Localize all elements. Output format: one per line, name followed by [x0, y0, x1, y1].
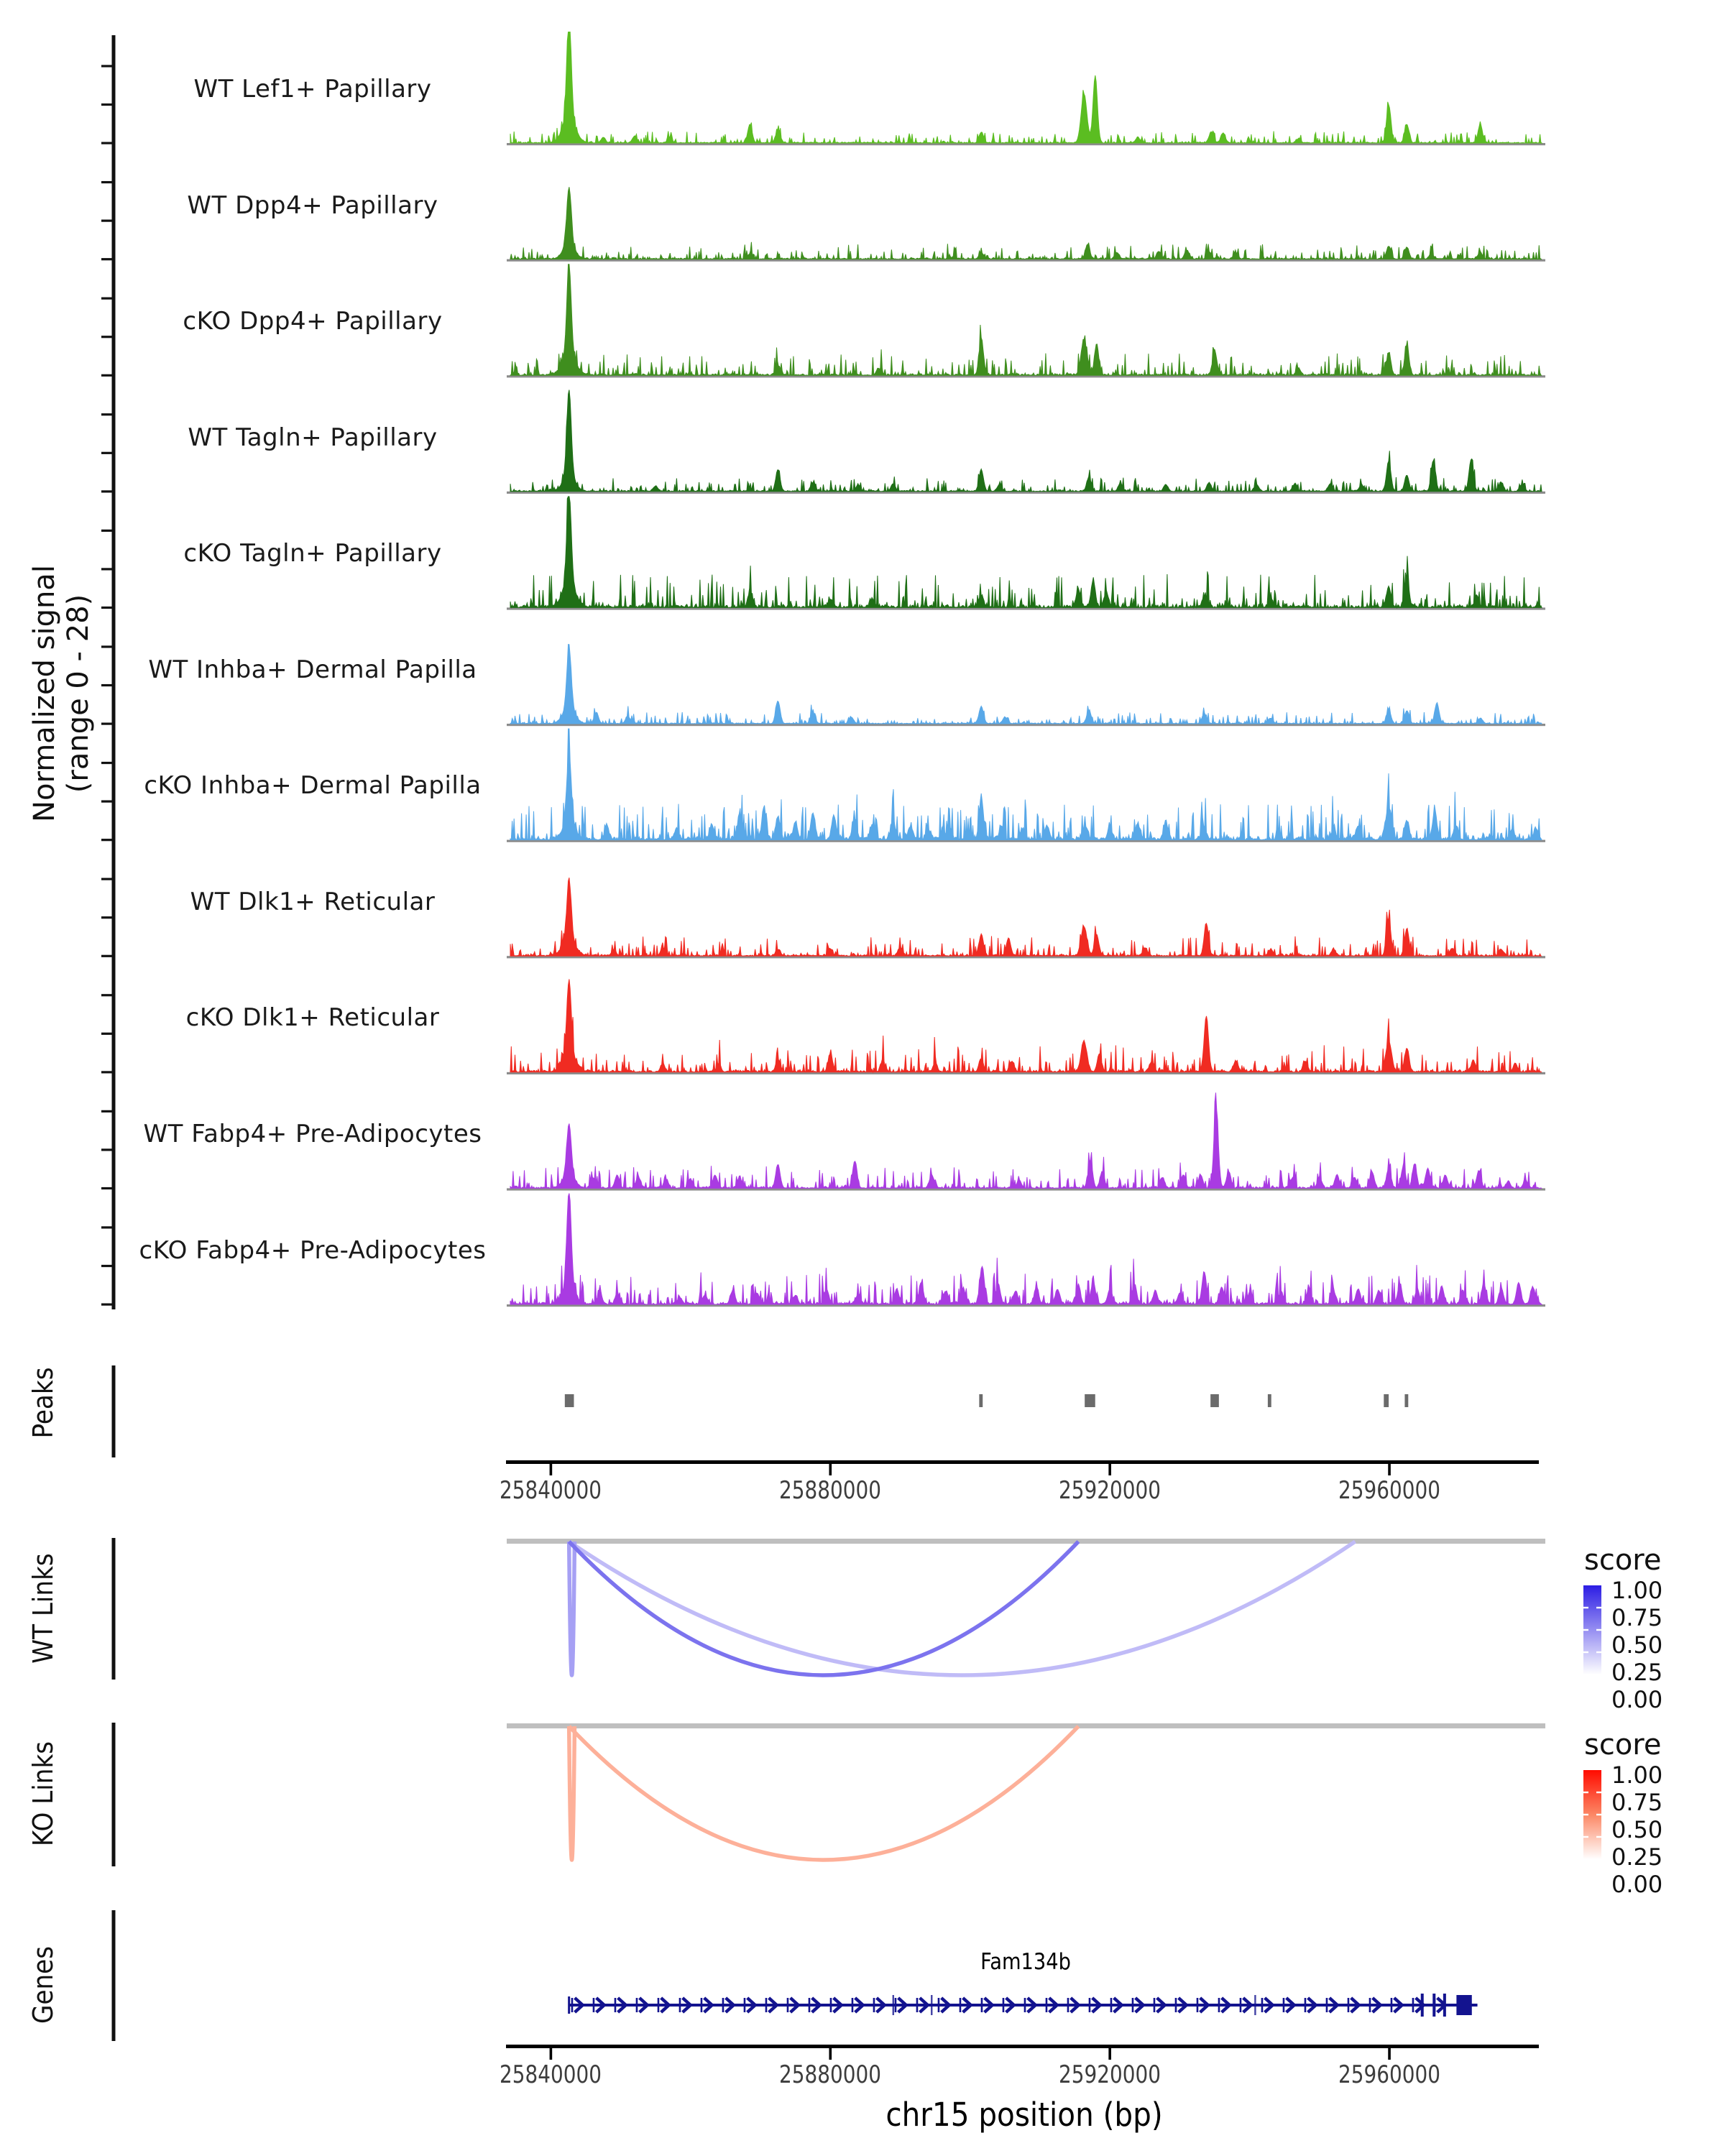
y-axis-label: [28, 565, 96, 822]
gene-strand-tick: [765, 1998, 768, 2012]
gene-exon-tick: [893, 1995, 894, 2015]
signal-y-axis-tick: [101, 1148, 112, 1151]
x-axis-tick: [829, 2048, 832, 2060]
legend-bar-tick: [1596, 1792, 1601, 1793]
peak-box: [1210, 1394, 1219, 1407]
gene-strand-tick: [1003, 1998, 1005, 2012]
signal-area-track-4: [510, 497, 1542, 608]
x-axis-tick: [550, 2048, 553, 2060]
gene-name-label: Fam134b: [980, 1949, 1071, 1975]
gene-strand-tick: [1110, 1998, 1113, 2012]
section-label-ko-links: KO Links: [27, 1741, 59, 1847]
signal-area-track-9: [510, 1092, 1542, 1188]
signal-y-axis-tick: [101, 1071, 112, 1073]
gene-strand-tick: [1197, 1998, 1199, 2012]
gene-exon-tick: [1254, 1995, 1256, 2015]
track-label-cko-dlk1: cKO Dlk1+ Reticular: [185, 1003, 440, 1032]
legend-bar-tick: [1583, 1651, 1588, 1653]
signal-y-axis-tick: [101, 298, 112, 300]
signal-y-axis-tick: [101, 607, 112, 609]
peak-box: [565, 1394, 574, 1407]
signal-y-axis-tick: [101, 684, 112, 686]
gene-strand-tick: [1391, 1998, 1393, 2012]
link-arc: [569, 1542, 1356, 1675]
signal-y-axis-tick: [101, 103, 112, 106]
legend-bar-tick: [1596, 1814, 1601, 1815]
wt-links-legend-title: score: [1584, 1544, 1662, 1577]
section-label-genes: Genes: [27, 1945, 59, 2024]
legend-tick-label: 0.75: [1611, 1789, 1663, 1816]
gene-strand-tick: [1369, 1998, 1371, 2012]
link-arc: [569, 1542, 575, 1675]
signal-y-axis-tick: [101, 530, 112, 532]
legend-bar-tick: [1583, 1814, 1588, 1815]
gene-strand-tick: [701, 1998, 703, 2012]
track-label-cko-tagln: cKO Tagln+ Papillary: [183, 539, 442, 568]
legend-tick-label: 0.50: [1611, 1631, 1663, 1659]
gene-strand-tick: [1067, 1998, 1070, 2012]
signal-area-track-7: [510, 877, 1542, 956]
genes-axis-line: [112, 1910, 116, 2041]
gene-strand-tick: [895, 1998, 897, 2012]
signal-y-axis-tick: [101, 878, 112, 880]
gene-strand-tick: [744, 1998, 746, 2012]
gene-strand-tick: [1024, 1998, 1026, 2012]
legend-bar-tick: [1583, 1629, 1588, 1631]
signal-y-axis-tick: [101, 1304, 112, 1306]
gene-strand-tick: [852, 1998, 854, 2012]
signal-y-axis-tick: [101, 916, 112, 918]
signal-y-axis-tick: [101, 336, 112, 338]
x-axis-line: [506, 2045, 1539, 2048]
gene-strand-tick: [679, 1998, 681, 2012]
gene-exon-tick: [931, 1995, 932, 2015]
signal-y-axis-tick: [101, 452, 112, 454]
legend-tick-label: 1.00: [1611, 1761, 1663, 1789]
signal-y-axis-tick: [101, 1226, 112, 1228]
gene-strand-tick: [960, 1998, 962, 2012]
gene-exon-tick-tall: [1443, 1994, 1446, 2017]
gene-exon-tick-tall: [1421, 1994, 1424, 2017]
legend-bar-tick: [1596, 1607, 1601, 1608]
gene-strand-tick: [658, 1998, 660, 2012]
track-label-cko-dpp4: cKO Dpp4+ Papillary: [183, 307, 443, 336]
track-label-wt-tagln: WT Tagln+ Papillary: [188, 423, 438, 452]
signal-y-axis-tick: [101, 801, 112, 803]
gene-start-tick: [568, 1996, 570, 2014]
y-axis-label-line2: (range 0 - 28): [62, 594, 95, 793]
track-label-cko-inhba: cKO Inhba+ Dermal Papilla: [144, 771, 482, 800]
gene-strand-tick: [1089, 1998, 1091, 2012]
link-arc: [569, 1726, 575, 1860]
links-axis-line: [112, 1723, 116, 1866]
gene-strand-tick: [636, 1998, 638, 2012]
signal-y-axis-tick: [101, 1187, 112, 1189]
legend-bar-tick: [1583, 1836, 1588, 1838]
links-baseline: [507, 1723, 1545, 1728]
signal-area-track-10: [510, 1194, 1542, 1305]
gene-utr-box: [1456, 1995, 1471, 2015]
ko-links-legend-title: score: [1584, 1728, 1662, 1761]
wt-links-legend-labels: [1611, 1577, 1663, 1713]
legend-tick-label: 0.25: [1611, 1659, 1663, 1686]
legend-bar-tick: [1583, 1607, 1588, 1608]
y-axis-label-line1: Normalized signal: [28, 565, 61, 822]
x-axis-tick: [1388, 2048, 1391, 2060]
signal-y-axis-tick: [101, 1033, 112, 1035]
x-tick-label: 25920000: [1059, 2060, 1162, 2089]
peaks-axis-line: [112, 1365, 116, 1457]
legend-bar-tick: [1596, 1836, 1601, 1838]
legend-bar-tick: [1596, 1651, 1601, 1653]
peak-box: [979, 1394, 983, 1407]
gene-strand-tick: [981, 1998, 983, 2012]
x-axis-line: [506, 1460, 1539, 1464]
x-tick-label: 25960000: [1338, 2060, 1441, 2089]
signal-y-axis-tick: [101, 258, 112, 260]
gene-strand-tick: [593, 1998, 595, 2012]
track-label-cko-fabp4: cKO Fabp4+ Pre-Adipocytes: [139, 1236, 487, 1265]
gene-strand-tick: [1412, 1998, 1414, 2012]
signal-area-track-6: [510, 729, 1542, 840]
gene-exon-tick-tall: [1432, 1994, 1435, 2017]
gene-strand-tick: [1240, 1998, 1242, 2012]
gene-strand-tick: [873, 1998, 875, 2012]
legend-bar-tick: [1596, 1629, 1601, 1631]
peak-box: [1384, 1394, 1389, 1407]
x-axis-tick: [550, 1464, 553, 1475]
signal-y-axis-tick: [101, 994, 112, 996]
peak-box: [1085, 1394, 1095, 1407]
legend-tick-label: 1.00: [1611, 1577, 1663, 1604]
gene-strand-tick: [1175, 1998, 1177, 2012]
signal-y-axis-tick: [101, 374, 112, 377]
gene-strand-tick: [1348, 1998, 1350, 2012]
gene-strand-tick: [1046, 1998, 1048, 2012]
x-tick-label: 25840000: [500, 1476, 602, 1505]
x-axis-tick: [1108, 2048, 1111, 2060]
signal-y-axis-tick: [101, 568, 112, 570]
signal-y-axis-tick: [101, 181, 112, 183]
signal-y-axis-tick: [101, 839, 112, 841]
signal-y-axis-tick: [101, 1110, 112, 1112]
legend-bar-tick: [1583, 1792, 1588, 1793]
x-tick-label: 25960000: [1338, 1476, 1441, 1505]
signal-y-axis-tick: [101, 955, 112, 957]
x-axis-tick: [1108, 1464, 1111, 1475]
signal-area-track-8: [510, 980, 1542, 1072]
links-axis-line: [112, 1538, 116, 1680]
signal-area-track-5: [510, 645, 1542, 724]
signal-y-axis-tick: [101, 142, 112, 144]
track-label-wt-lef1: WT Lef1+ Papillary: [193, 75, 432, 103]
legend-tick-label: 0.00: [1611, 1871, 1663, 1898]
link-arc: [569, 1726, 1079, 1860]
track-label-wt-dlk1: WT Dlk1+ Reticular: [190, 888, 436, 916]
x-tick-label: 25840000: [500, 2060, 602, 2089]
gene-strand-tick: [1283, 1998, 1285, 2012]
signal-y-axis-tick: [101, 413, 112, 415]
signal-y-axis-tick: [101, 490, 112, 492]
gene-strand-tick: [1305, 1998, 1307, 2012]
peak-box: [1404, 1394, 1408, 1407]
signal-y-axis-tick: [101, 220, 112, 222]
gene-strand-tick: [571, 1998, 574, 2012]
gene-strand-tick: [809, 1998, 811, 2012]
gene-strand-tick: [1261, 1998, 1264, 2012]
x-axis-tick: [1388, 1464, 1391, 1475]
gene-strand-tick: [938, 1998, 940, 2012]
gene-strand-tick: [916, 1998, 919, 2012]
signal-area-track-2: [510, 264, 1542, 376]
legend-tick-label: 0.00: [1611, 1686, 1663, 1713]
gene-strand-tick: [1154, 1998, 1156, 2012]
x-axis-tick: [829, 1464, 832, 1475]
signal-area-track-1: [510, 187, 1542, 259]
gene-strand-tick: [1326, 1998, 1328, 2012]
track-label-wt-dpp4: WT Dpp4+ Papillary: [187, 191, 438, 220]
peak-box: [1268, 1394, 1271, 1407]
x-axis-title: chr15 position (bp): [886, 2096, 1163, 2134]
x-tick-label: 25880000: [779, 1476, 882, 1505]
x-tick-label: 25880000: [779, 2060, 882, 2089]
gene-strand-tick: [722, 1998, 724, 2012]
signal-y-axis-tick: [101, 723, 112, 725]
signal-y-axis-tick: [101, 762, 112, 764]
gene-strand-tick: [615, 1998, 617, 2012]
signal-y-axis-tick: [101, 1265, 112, 1267]
signal-area-track-0: [510, 32, 1542, 144]
gene-strand-tick: [830, 1998, 832, 2012]
ko-links-legend-labels: [1611, 1761, 1663, 1898]
link-arc: [569, 1542, 1079, 1675]
gene-strand-tick: [1132, 1998, 1134, 2012]
x-tick-label: 25920000: [1059, 1476, 1162, 1505]
section-label-peaks: Peaks: [27, 1367, 59, 1439]
legend-tick-label: 0.25: [1611, 1843, 1663, 1871]
gene-strand-tick: [787, 1998, 789, 2012]
legend-tick-label: 0.50: [1611, 1816, 1663, 1843]
gene-body-line: [569, 2004, 1478, 2007]
track-label-wt-fabp4: WT Fabp4+ Pre-Adipocytes: [143, 1120, 482, 1148]
section-label-wt-links: WT Links: [27, 1553, 59, 1664]
links-baseline: [507, 1539, 1545, 1544]
track-label-wt-inhba: WT Inhba+ Dermal Papilla: [148, 655, 477, 684]
legend-tick-label: 0.75: [1611, 1604, 1663, 1631]
gene-strand-tick: [1218, 1998, 1220, 2012]
signal-y-axis-tick: [101, 65, 112, 67]
signal-y-axis-tick: [101, 645, 112, 648]
signal-area-track-3: [510, 390, 1542, 492]
